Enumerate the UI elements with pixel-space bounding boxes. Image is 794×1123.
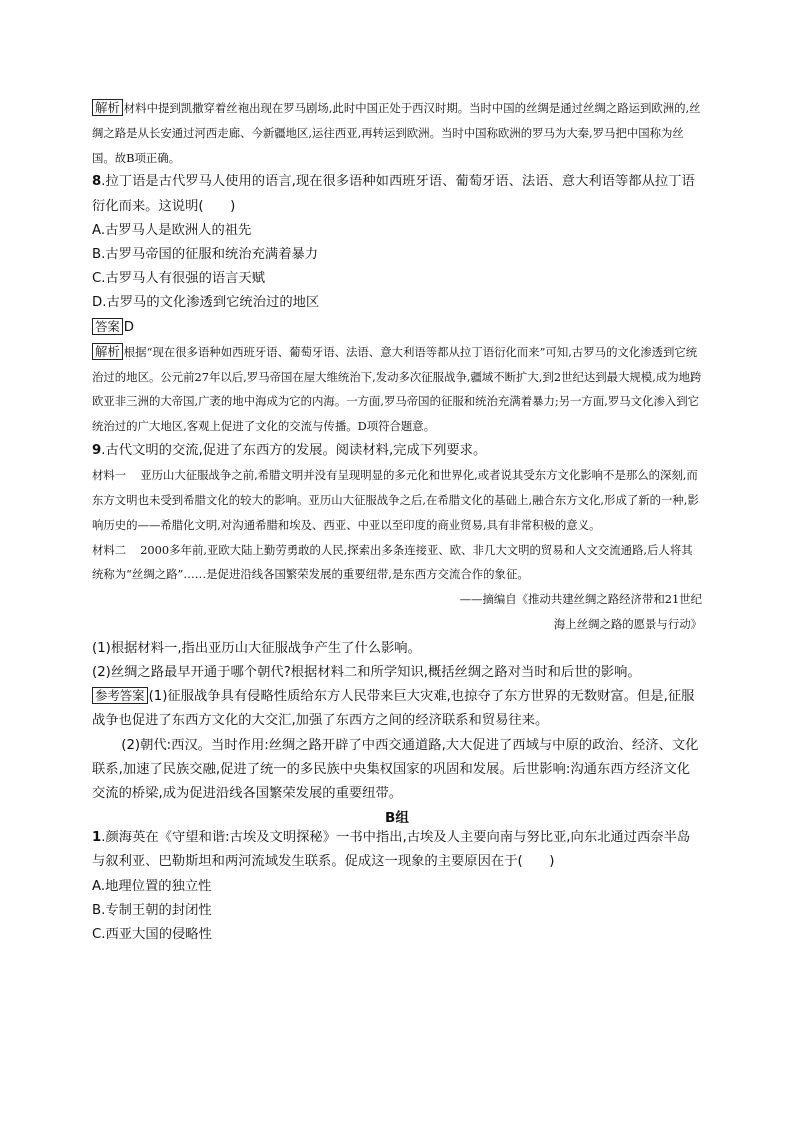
page-content <box>92 96 702 947</box>
answer-tag: 答案 <box>92 318 123 335</box>
b-q1-options <box>92 875 702 948</box>
q9-answer-1-text: (1)征服战争具有侵略性质给东方人民带来巨大灾难,也掠夺了东方世界的无数财富。但是,征服战争也促进了东西方文化的大交汇,加强了东西方之间的经济联系和贸易往来。 <box>92 689 695 729</box>
q8-options <box>92 219 702 316</box>
q9-source-line-2: 海上丝绸之路的愿景与行动》 <box>553 616 702 631</box>
b-q1-option-c: C.西亚大国的侵略性 <box>92 927 212 943</box>
q8-stem-text: .拉丁语是古代罗马人使用的语言,现在很多语种如西班牙语、葡萄牙语、法语、意大利语等都从拉丁语衍化而来。这说明( ) <box>92 174 695 214</box>
group-b-title: B组 <box>385 810 409 827</box>
reference-answer-tag: 参考答案 <box>92 687 148 704</box>
b-q1-number: 1 <box>92 830 102 846</box>
b-q1-option-b: B.专制王朝的封闭性 <box>92 902 212 918</box>
analysis-tag: 解析 <box>92 343 123 360</box>
q9-subquestion-2: (2)丝绸之路最早开通于哪个朝代?根据材料二和所学知识,概括丝绸之路对当时和后世的影响。 <box>92 664 641 680</box>
q8-option-a: A.古罗马人是欧洲人的祖先 <box>92 222 252 238</box>
material-1-text: 亚历山大征服战争之前,希腊文明并没有呈现明显的多元化和世界化,或者说其受东方文化影响不是那么的深刻,而东方文明也未受到希腊文化的较大的影响。亚历山大征服战争之后,在希腊文化的基础上,融合东方文化,形成了新的一种,影响历史的——希腊化文明,对沟通希腊和埃及、西亚、中亚以至印度的商业贸易,具有非常积极的意义。 <box>92 468 699 532</box>
q9-stem <box>92 439 702 463</box>
q9-number: 9 <box>92 443 102 458</box>
analysis-tag: 解析 <box>92 99 123 116</box>
q9-answer-1 <box>92 685 702 733</box>
b-q1-stem-text: .颜海英在《守望和谐:古埃及文明探秘》一书中指出,古埃及人主要向南与努比亚,向东北通过西奈半岛与叙利亚、巴勒斯坦和两河流域发生联系。促成这一现象的主要原因在于( ) <box>92 830 691 870</box>
q9-source-line-1: ——摘编自《推动共建丝绸之路经济带和21世纪 <box>459 592 702 607</box>
b-q1-option-a: A.地理位置的独立性 <box>92 878 212 894</box>
q8-analysis <box>92 340 702 439</box>
q8-analysis-text: 根据“现在很多语种如西班牙语、葡萄牙语、法语、意大利语等都从拉丁语衍化而来”可知,古罗马的文化渗透到它统治过的地区。公元前27年以后,罗马帝国在屋大维统治下,发动多次征服战争,疆域不断扩大,到2世纪达到最大规模,成为地跨欧亚非三洲的大帝国,广袤的地中海成为它的内海。一方面,罗马帝国的征服和统治充满着暴力;另一方面,罗马文化渗入到它统治过的广大地区,客观上促进了文化的交流与传播。D项符合题意。 <box>92 344 702 434</box>
q8-answer <box>92 316 702 340</box>
q7-analysis-text: 材料中提到凯撒穿着丝袍出现在罗马剧场,此时中国正处于西汉时期。当时中国的丝绸是通过丝绸之路运到欧洲的,丝绸之路是从长安通过河西走廊、今新疆地区,运往西亚,再转运到欧洲。当时中国称欧洲的罗马为大秦,罗马把中国称为丝国。故B项正确。 <box>92 101 701 165</box>
q8-number: 8 <box>92 174 102 190</box>
material-1-label: 材料一 <box>92 468 127 483</box>
q8-stem <box>92 170 702 218</box>
material-2-label: 材料二 <box>92 542 127 557</box>
q8-option-c: C.古罗马人有很强的语言天赋 <box>92 271 266 287</box>
q8-option-b: B.古罗马帝国的征服和统治充满着暴力 <box>92 247 319 262</box>
q8-answer-value: D <box>123 319 135 335</box>
q9-stem-text: .古代文明的交流,促进了东西方的发展。阅读材料,完成下列要求。 <box>101 443 487 458</box>
material-2-text: 2000多年前,亚欧大陆上勤劳勇敢的人民,探索出多条连接亚、欧、非几大文明的贸易和人文交流通路,后人将其统称为“丝绸之路”……是促进沿线各国繁荣发展的重要纽带,是东西方交流合作的象征。 <box>92 542 693 582</box>
b-q1-stem <box>92 826 702 874</box>
q9-material-2 <box>92 538 702 588</box>
q8-option-d: D.古罗马的文化渗透到它统治过的地区 <box>92 295 320 311</box>
q9-material-1 <box>92 463 702 537</box>
q7-analysis <box>92 96 702 170</box>
q9-subquestion-1: (1)根据材料一,指出亚历山大征服战争产生了什么影响。 <box>92 640 421 656</box>
q9-answer-2: (2)朝代:西汉。当时作用:丝绸之路开辟了中西交通道路,大大促进了西域与中原的政治、经济、文化联系,加速了民族交融,促进了统一的多民族中央集权国家的巩固和发展。后世影响:沟通东西方经济文化交流的桥梁,成为促进沿线各国繁荣发展的重要纽带。 <box>92 737 699 801</box>
